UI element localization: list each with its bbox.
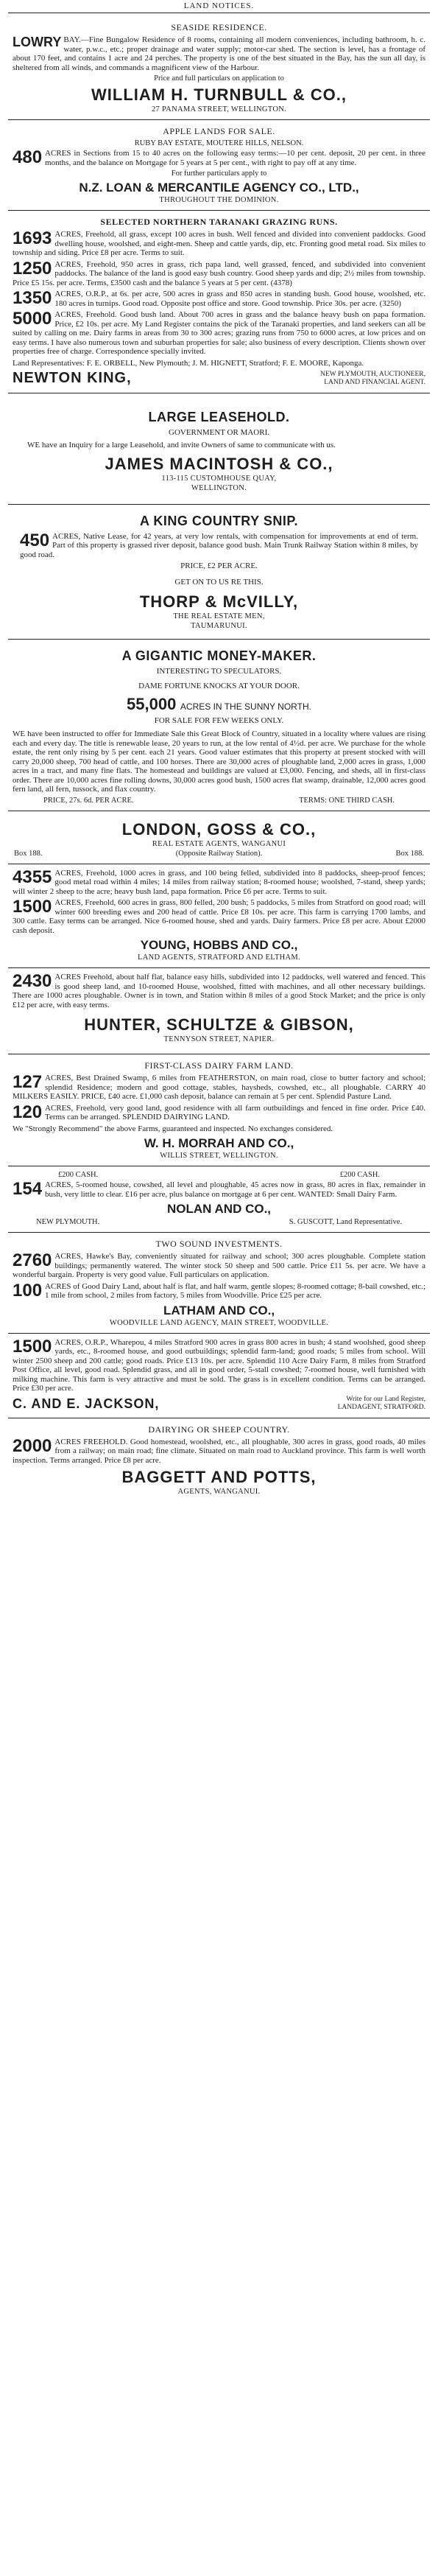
firm-city: TAUMARUNUI. xyxy=(191,622,247,630)
listing-item: 1350 ACRES, O.R.P., at 6s. per acre, 500 acres in grass and 850 acres in standing bush. Good house, woolshed, etc. 180 acres in turnips. Good road. Opposite post office and store. Good township. Price 30s. per acre. (3250) xyxy=(13,288,425,308)
acreage-headline: 55,000 ACRES IN THE SUNNY NORTH. xyxy=(127,695,311,713)
listing-item: 120 ACRES, Freehold, very good land, good residence with all farm outbuildings and fenced in fine order. Price £40. Terms can be arranged. SPLENDID DAIRYING LAND. xyxy=(13,1102,425,1122)
firm-name: BAGGETT AND POTTS, xyxy=(121,1468,317,1486)
ad-note: For further particulars apply to xyxy=(171,169,267,178)
listing-item: 100 ACRES of Good Dairy Land, about half is flat, and half warm, gentle slopes; 8-roomed cottage; 8-bail cowshed, etc.; 1 mile from school, 2 miles from factory, 5 miles from Woodville. Price £25 per acre. xyxy=(13,1280,425,1301)
lead-word: LOWRY xyxy=(13,35,62,49)
ad-subheading: GOVERNMENT OR MAORI. xyxy=(169,428,269,437)
firm-name: JAMES MACINTOSH & CO., xyxy=(105,454,333,473)
ad-body: 1500 ACRES, O.R.P., Wharepou, 4 miles Stratford 900 acres in grass 800 acres in bush; 4 stand woolshed, good sheep yards, etc., 8-roomed house, and good outbuildings; splendid farm-land; good roads; 5 miles from school. Will winter 2500 sheep and 200 cattle; good roads. Price £13 10s. per acre. Splendid 110 Acre Dairy Farm, 8 miles from Stratford Post Office, all level, good road. Splendid grass, and all in good order, 5-stall cowshed; 7-roomed house, well furnished with milking machine. This farm is very attractive and must be sold. The grass is in excellent condition. Terms can be arranged. Price £30 per acre. xyxy=(13,1336,425,1393)
ad-dairy-farm-land xyxy=(8,1054,430,1166)
ad-body: LOWRY BAY.—Fine Bungalow Residence of 8 rooms, containing all modern conveniences, including bathroom, h. c. water, p.w.c., etc.; proper drainage and water supply; motor-car shed. The section is level, has a frontage of about 170 feet, and contains 1 acre and 24 perches. The property is one of the best situated in the Bay, has the sun all day, is sheltered from all winds, and commands a magnificent view of the Harbour. xyxy=(13,35,425,72)
firm-name: THORP & McVILLY, xyxy=(139,592,299,611)
firm-name: NOLAN AND CO., xyxy=(166,1202,272,1216)
ad-london-goss xyxy=(8,811,430,864)
firm-name: C. AND E. JACKSON, xyxy=(13,1396,160,1411)
ad-note: We "Strongly Recommend" the above Farms, guaranteed and inspected. No exchanges considered. xyxy=(13,1124,333,1133)
ad-heading: FIRST-CLASS DAIRY FARM LAND. xyxy=(144,1060,294,1071)
ad-heading: TWO SOUND INVESTMENTS. xyxy=(155,1239,283,1249)
ad-body: 2430 ACRES Freehold, about half flat, balance easy hills, subdivided into 12 paddocks, well watered and fenced. This is good sheep land, and 10-roomed House, woolshed, fitted with machines, and all other necessary buildings. There are 1000 acres ploughable. Owner is in town, and Station within 8 miles of a good Stock Market; and the price is only £12 per acre, with easy terms. xyxy=(13,971,425,1009)
firm-name: W. H. MORRAH AND CO., xyxy=(144,1136,294,1150)
acreage-number: 154 xyxy=(13,1179,43,1199)
ad-taranaki-runs xyxy=(8,211,430,393)
firm-address: TENNYSON STREET, NAPIER. xyxy=(163,1035,275,1043)
firm-name: LONDON, GOSS & CO., xyxy=(121,819,317,839)
acreage-number: 2000 xyxy=(13,1435,52,1456)
page-title: LAND NOTICES. xyxy=(8,1,430,13)
firm-descriptor: REAL ESTATE AGENTS, WANGANUI xyxy=(152,839,286,848)
price-terms-row xyxy=(14,797,424,805)
ad-body: 2000 ACRES FREEHOLD. Good homestead, woolshed, etc., all ploughable, 300 acres in grass, good roads, 40 miles from a railway; on main road; fine climate. Situated on main road to Auckland province. This farm is well worth inspection. Terms arranged. Price £8 per acre. xyxy=(13,1435,425,1465)
firm-address: 113-115 CUSTOMHOUSE QUAY, xyxy=(161,474,277,483)
firm-address: 27 PANAMA STREET, WELLINGTON. xyxy=(151,105,287,113)
ad-latham xyxy=(8,1233,430,1334)
firm-address: AGENTS, WANGANUI. xyxy=(177,1488,261,1496)
firm-name: HUNTER, SCHULTZE & GIBSON, xyxy=(84,1015,354,1034)
firm-name: NEWTON KING, xyxy=(13,370,132,386)
ad-heading: A GIGANTIC MONEY-MAKER. xyxy=(121,648,317,663)
firm-row xyxy=(13,1396,425,1412)
ad-note: Price and full particulars on application to xyxy=(154,74,284,83)
box-row: Box 188. (Opposite Railway Station). Box 188. xyxy=(14,849,424,858)
ad-price: PRICE, 27s. 6d. PER ACRE. xyxy=(43,796,134,805)
firm-address: WOODVILLE LAND AGENCY, MAIN STREET, WOODVILLE. xyxy=(109,1318,329,1327)
ad-heading: SEASIDE RESIDENCE. xyxy=(171,22,267,32)
ad-body: 480 ACRES in Sections from 15 to 40 acres on the following easy terms:—10 per cent. deposit, 20 per cent. in three months, and the balance on Mortgage for 5 years at 5 per cent., with right to pay off at any time. xyxy=(13,147,425,167)
ad-heading: SELECTED NORTHERN TARANAKI GRAZING RUNS. xyxy=(100,217,338,227)
acreage-number: 480 xyxy=(13,147,43,167)
ad-forsale: FOR SALE FOR FEW WEEKS ONLY. xyxy=(154,716,284,725)
firm-city: WELLINGTON. xyxy=(191,483,247,492)
firm-descriptor: Write for our Land Register, LANDAGENT, STRATFORD. xyxy=(337,1395,425,1411)
ad-subheading: RUBY BAY ESTATE, MOUTERE HILLS, NELSON. xyxy=(134,139,304,147)
ad-gigantic-money-maker xyxy=(8,640,430,811)
ad-heading: A KING COUNTRY SNIP. xyxy=(139,513,299,528)
ad-hunter-schultze xyxy=(8,968,430,1054)
firm-name: LATHAM AND CO., xyxy=(163,1303,275,1317)
ad-body: 450 ACRES, Native Lease, for 42 years, at very low rentals, with compensation for improvements at end of term. Part of this property is grassed river deposit, balance good bush. Main Trunk Railway Station within 8 miles, by good road. xyxy=(20,530,418,559)
firm-address: WILLIS STREET, WELLINGTON. xyxy=(160,1152,278,1160)
acreage-number: 1500 xyxy=(13,1336,52,1357)
acreage-number: 450 xyxy=(20,530,50,550)
ad-young-hobbs xyxy=(8,864,430,969)
ad-baggett-potts xyxy=(8,1418,430,1502)
ad-price: PRICE, £2 PER ACRE. xyxy=(180,561,258,570)
cash-row: £200 CASH. £200 CASH. xyxy=(58,1171,380,1179)
ad-large-leasehold xyxy=(8,393,430,505)
firm-address: THROUGHOUT THE DOMINION. xyxy=(159,196,279,204)
ad-king-country xyxy=(8,505,430,640)
listing-item: 5000 ACRES, Freehold. Good bush land. About 700 acres in grass and the balance heavy bush on papa formation. Price, £2 10s. per acre. My Land Register contains the pick of the Taranaki properties, and land seekers can all be suited by calling on me. Dairy farms in areas from 30 to 300 acres; grazing runs from 750 to 6000 acres, at low prices and on easy terms. I have also numerous town and suburban properties for sale; also business of every description. Clients shown over properties free of charge. Correspondence specially invited. xyxy=(13,309,425,356)
firm-descriptor: LAND AGENTS, STRATFORD AND ELTHAM. xyxy=(138,953,300,962)
ad-jackson xyxy=(8,1334,430,1418)
ad-heading: APPLE LANDS FOR SALE. xyxy=(163,126,275,136)
acreage-number: 2430 xyxy=(13,971,52,991)
ad-tagline: DAME FORTUNE KNOCKS AT YOUR DOOR. xyxy=(138,682,300,690)
listing-item: 127 ACRES, Best Drained Swamp, 6 miles from FEATHERSTON, on main road, close to butter factory and school; splendid Residence; modern and good cottage, stables, haysheds, cowshed, etc., all ploughable. CARRY 40 MILKERS EASILY. PRICE, £40 acre. £1,000 cash deposit, balance can remain at 5 per cent. Splendid Pasture Land. xyxy=(13,1072,425,1101)
ad-subheading: INTERESTING TO SPECULATORS. xyxy=(156,667,282,676)
ad-heading: LARGE LEASEHOLD. xyxy=(148,410,290,424)
firm-name: N.Z. LOAN & MERCANTILE AGENCY CO., LTD., xyxy=(79,181,359,195)
firm-descriptor: NEW PLYMOUTH, AUCTIONEER, LAND AND FINANCIAL AGENT. xyxy=(320,371,425,386)
firm-name: WILLIAM H. TURNBULL & CO., xyxy=(91,85,347,104)
firm-descriptor: THE REAL ESTATE MEN, xyxy=(173,612,265,620)
ad-heading: DAIRYING OR SHEEP COUNTRY. xyxy=(148,1424,290,1435)
land-representatives: Land Representatives: F. E. ORBELL, New Plymouth; J. M. HIGNETT, Stratford; F. E. MOORE, Kaponga. xyxy=(13,358,364,368)
land-notices-page xyxy=(8,0,430,1502)
firm-name: YOUNG, HOBBS AND CO., xyxy=(140,938,298,952)
ad-apple-lands xyxy=(8,120,430,211)
ad-body: 154 ACRES, 5-roomed house, cowshed, all level and ploughable, 45 acres now in grass, 80 acres in flax, remainder in bush, very little to clear. £16 per acre, plus balance on mortgage at 6 per cent. WANTED: Small Dairy Farm. xyxy=(13,1179,425,1199)
ad-terms: TERMS: ONE THIRD CASH. xyxy=(299,796,395,805)
ad-tagline: GET ON TO US RE THIS. xyxy=(174,578,264,587)
ad-body: WE have been instructed to offer for Immediate Sale this Great Block of Country, situated in a locality where values are rising each and every day. The title is renewable lease, 20 years to run, at the low rental of 4½d. per acre. We purchase for the whole estate, the rent only rising by 5 per cent. each 21 years. Good valuer estimates that this property at present stocked with will carry 20,000 sheep, 700 head of cattle, and 100 horses. There are 30,000 acres of ploughable land, 2,000 acres in grass, 1,000 acres in a tract, and many fine flats. The homestead and buildings are valued at £3,000. Fencing, and sheds, all in first-class order. There are 10,000 acres fine rolling downs, 30,000 acres good bush, 1500 acres flat swamp, drainable, 12,000 acres good fern land, all fern, tussock, and flax country. xyxy=(13,729,425,794)
ad-nolan xyxy=(8,1166,430,1233)
ad-seaside-residence xyxy=(8,16,430,120)
listing-item: 4355 ACRES, Freehold, 1000 acres in grass, and 100 being felled, subdivided into 8 paddocks, sheep-proof fences; good metal road within 4 miles; 14 miles from railway station; 8-roomed house; woolshed, 7-stand, sheep yards; will winter 2 sheep to the acre; heavy bush land, papa formation. Price £6 per acre. Terms to suit. xyxy=(13,867,425,896)
firm-row xyxy=(13,370,425,387)
listing-item: 2760 ACRES, Hawke's Bay, conveniently situated for railway and school; 300 acres ploughable. Complete station buildings; permanently watered. The winter stock 50 sheep and 500 cattle. Price £11 5s. per acre. We have a wonderful bargain. Property is very good value. Full particulars on application. xyxy=(13,1250,425,1279)
listing-item: 1693 ACRES, Freehold, all grass, except 100 acres in bush. Well fenced and divided into convenient paddocks. Good dwelling house, woolshed, and eight-men. Sheep and cattle yards, dip, etc. Fronting good metal road. Six miles to township and siding. Price £8 per acre. Terms to suit. xyxy=(13,228,425,257)
firm-location-row: NEW PLYMOUTH. S. GUSCOTT, Land Representative. xyxy=(36,1218,402,1226)
listing-item: 1250 ACRES, Freehold, 950 acres in grass, rich papa land, well grassed, fenced, and subdivided into convenient paddocks. The balance of the land is good easy bush country. Good sheep yards and dip; 2½ miles from township. Price £5 15s. per acre. Terms, £3500 cash and the balance 5 years at 5 per cent. (4378) xyxy=(13,258,425,287)
ad-body: WE have an Inquiry for a large Leasehold, and invite Owners of same to communicate with us. xyxy=(27,441,336,449)
listing-item: 1500 ACRES, Freehold, 600 acres in grass, 800 felled, 200 bush; 5 paddocks, 5 miles from Stratford on good road; will winter 600 breeding ewes and 200 head of cattle. Price £8 10s. per acre. This farm is carrying 1700 lambs, and 300 cattle. Easy terms can be arranged. Nice 6-roomed house, shed and yards. Dairy farmers. Price £8 per acre. About £2000 cash deposit. xyxy=(13,897,425,935)
